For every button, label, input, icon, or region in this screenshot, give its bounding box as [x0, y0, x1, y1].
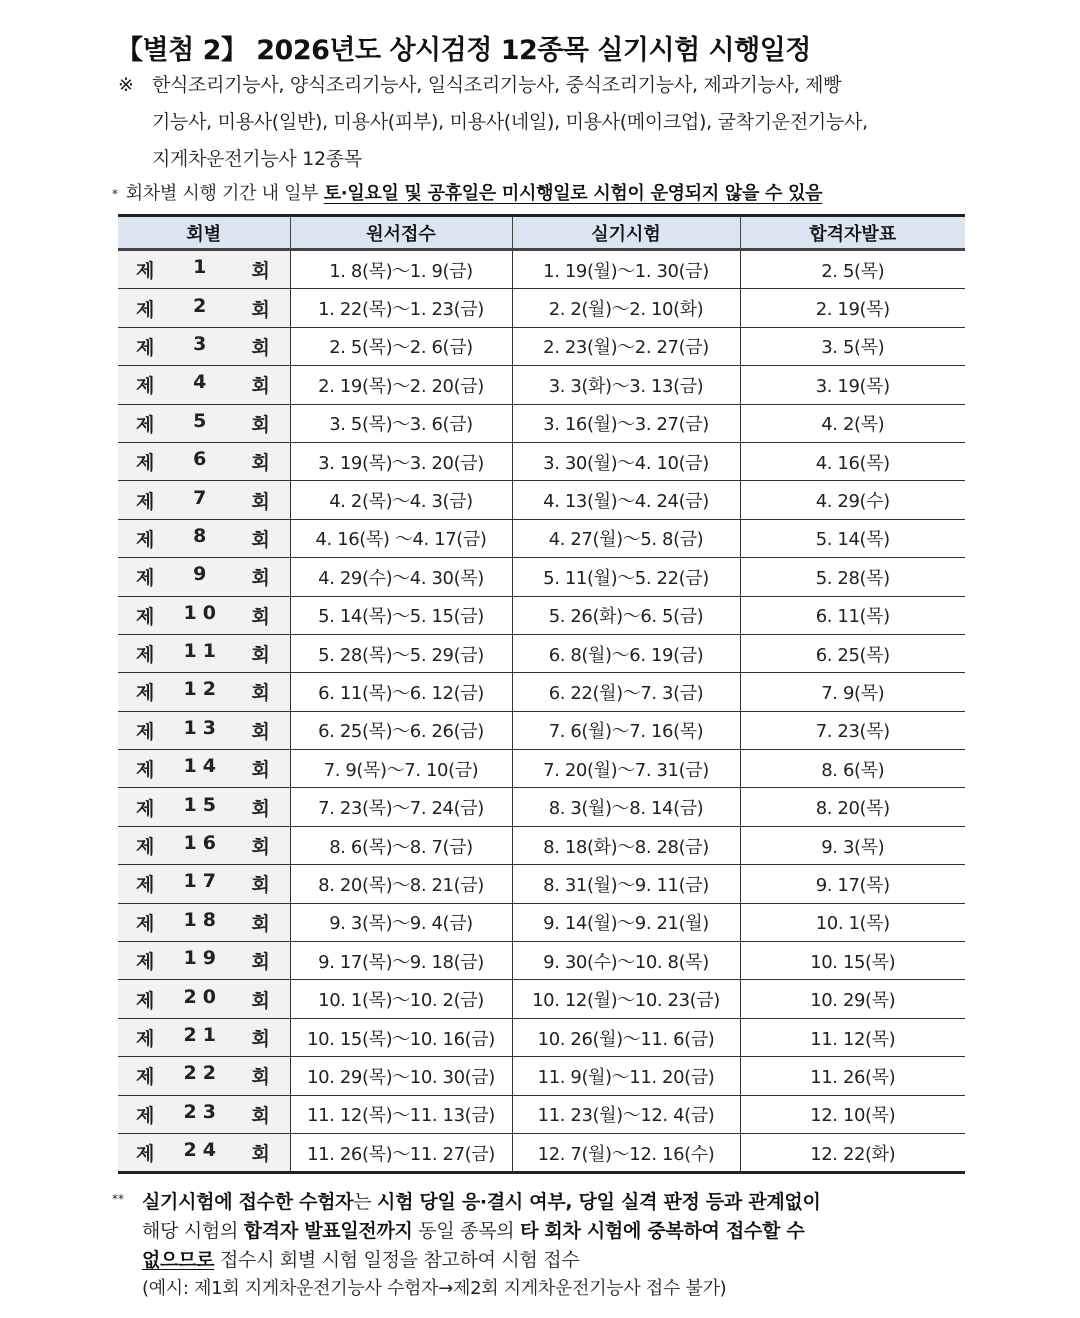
round-cell: 제 19 회 — [118, 942, 290, 980]
table-row — [118, 1133, 965, 1172]
table-row — [118, 1095, 965, 1133]
result-date-cell: 7. 23(목) — [740, 711, 965, 749]
application-period-cell: 10. 29(목)～10. 30(금) — [290, 1057, 512, 1095]
practical-exam-period-cell: 9. 14(월)～9. 21(월) — [512, 903, 740, 941]
round-cell: 제 7 회 — [118, 481, 290, 519]
round-number: 8 — [193, 524, 213, 547]
application-period-cell: 4. 2(목)～4. 3(금) — [290, 481, 512, 519]
round-cell: 제 16 회 — [118, 826, 290, 864]
application-period-cell: 11. 12(목)～11. 13(금) — [290, 1095, 512, 1133]
application-period-cell: 8. 20(목)～8. 21(금) — [290, 865, 512, 903]
round-number: 2 — [193, 294, 213, 317]
application-period-cell: 10. 15(목)～10. 16(금) — [290, 1018, 512, 1056]
application-period-cell: 3. 5(목)～3. 6(금) — [290, 404, 512, 442]
practical-exam-period-cell: 8. 18(화)～8. 28(금) — [512, 826, 740, 864]
round-number: 21 — [183, 1024, 222, 1046]
table-row — [118, 711, 965, 749]
result-date-cell: 7. 9(목) — [740, 673, 965, 711]
round-cell: 제 22 회 — [118, 1057, 290, 1095]
table-row — [118, 1057, 965, 1095]
result-date-cell: 4. 29(수) — [740, 481, 965, 519]
application-period-cell: 5. 14(목)～5. 15(금) — [290, 596, 512, 634]
round-cell: 제 2 회 — [118, 289, 290, 327]
round-cell: 제 10 회 — [118, 596, 290, 634]
document-title: 【별첨 2】 2026년도 상시검정 12종목 실기시험 시행일정 — [116, 35, 811, 66]
result-date-cell: 12. 22(화) — [740, 1133, 965, 1172]
round-number: 10 — [183, 601, 222, 624]
table-header-row — [118, 216, 965, 250]
application-period-cell: 1. 22(목)～1. 23(금) — [290, 289, 512, 327]
table-row — [118, 442, 965, 480]
round-number: 9 — [193, 563, 213, 586]
target-items-note-line-1: ※ 한식조리기능사, 양식조리기능사, 일식조리기능사, 중식조리기능사, 제과기능사, 제빵 — [118, 74, 842, 96]
application-period-cell: 6. 25(목)～6. 26(금) — [290, 711, 512, 749]
practical-exam-period-cell: 2. 2(월)～2. 10(화) — [512, 289, 740, 327]
round-cell: 제 23 회 — [118, 1095, 290, 1133]
application-period-cell: 2. 5(목)～2. 6(금) — [290, 327, 512, 365]
result-date-cell: 12. 10(목) — [740, 1095, 965, 1133]
reference-mark: ※ — [118, 74, 134, 96]
double-asterisk-mark: ** — [112, 1192, 124, 1206]
result-date-cell: 10. 29(목) — [740, 980, 965, 1018]
practical-exam-period-cell: 3. 16(월)～3. 27(금) — [512, 404, 740, 442]
round-number: 6 — [193, 448, 213, 471]
practical-exam-period-cell: 2. 23(월)～2. 27(금) — [512, 327, 740, 365]
practical-exam-period-cell: 5. 11(월)～5. 22(금) — [512, 558, 740, 596]
round-cell: 제 4 회 — [118, 366, 290, 404]
header-round: 회별 — [118, 216, 290, 250]
round-number: 22 — [183, 1062, 222, 1085]
round-number: 3 — [193, 332, 213, 355]
application-period-cell: 2. 19(목)～2. 20(금) — [290, 366, 512, 404]
application-period-cell: 4. 16(목) ～4. 17(금) — [290, 519, 512, 557]
practical-exam-period-cell: 3. 3(화)～3. 13(금) — [512, 366, 740, 404]
practical-exam-period-cell: 1. 19(월)～1. 30(금) — [512, 250, 740, 289]
round-number: 13 — [183, 716, 222, 739]
result-date-cell: 10. 15(목) — [740, 942, 965, 980]
practical-exam-period-cell: 7. 6(월)～7. 16(목) — [512, 711, 740, 749]
round-cell: 제 9 회 — [118, 558, 290, 596]
practical-exam-period-cell: 8. 3(월)～8. 14(금) — [512, 788, 740, 826]
table-row — [118, 1018, 965, 1056]
weekend-holiday-emphasis: 토·일요일 및 공휴일은 미시행일로 시험이 운영되지 않을 수 있음 — [323, 183, 823, 204]
application-period-cell: 5. 28(목)～5. 29(금) — [290, 634, 512, 672]
table-row — [118, 903, 965, 941]
practical-exam-period-cell: 5. 26(화)～6. 5(금) — [512, 596, 740, 634]
round-cell: 제 14 회 — [118, 750, 290, 788]
result-date-cell: 9. 17(목) — [740, 865, 965, 903]
round-cell: 제 3 회 — [118, 327, 290, 365]
table-row — [118, 289, 965, 327]
practical-exam-period-cell: 11. 23(월)～12. 4(금) — [512, 1095, 740, 1133]
application-period-cell: 8. 6(목)～8. 7(금) — [290, 826, 512, 864]
round-cell: 제 6 회 — [118, 442, 290, 480]
header-practical-exam: 실기시험 — [512, 216, 740, 250]
round-number: 1 — [193, 256, 213, 279]
practical-exam-period-cell: 3. 30(월)～4. 10(금) — [512, 442, 740, 480]
round-number: 20 — [183, 985, 222, 1008]
round-cell: 제 18 회 — [118, 903, 290, 941]
round-cell: 제 15 회 — [118, 788, 290, 826]
practical-exam-period-cell: 4. 13(월)～4. 24(금) — [512, 481, 740, 519]
asterisk-mark: * — [112, 187, 118, 201]
round-cell: 제 13 회 — [118, 711, 290, 749]
table-row — [118, 481, 965, 519]
round-number: 16 — [183, 832, 222, 855]
result-date-cell: 11. 12(목) — [740, 1018, 965, 1056]
table-row — [118, 250, 965, 289]
result-date-cell: 4. 16(목) — [740, 442, 965, 480]
result-date-cell: 2. 5(목) — [740, 250, 965, 289]
result-date-cell: 9. 3(목) — [740, 826, 965, 864]
result-date-cell: 4. 2(목) — [740, 404, 965, 442]
table-row — [118, 942, 965, 980]
header-application: 원서접수 — [290, 216, 512, 250]
result-date-cell: 6. 11(목) — [740, 596, 965, 634]
application-period-cell: 9. 3(목)～9. 4(금) — [290, 903, 512, 941]
table-row — [118, 673, 965, 711]
round-cell: 제 24 회 — [118, 1133, 290, 1172]
round-number: 11 — [183, 640, 222, 663]
footnote-line-1: 실기시험에 접수한 수험자는 시험 당일 응·결시 여부, 당일 실격 판정 등과 관계없이 — [142, 1191, 821, 1213]
header-result-announcement: 합격자발표 — [740, 216, 965, 250]
round-number: 19 — [183, 947, 222, 970]
table-row — [118, 826, 965, 864]
footnote-line-3: 없으므로 접수시 회별 시험 일정을 참고하여 시험 접수 — [142, 1249, 580, 1271]
weekend-holiday-note: * 회차별 시행 기간 내 일부 토·일요일 및 공휴일은 미시행일로 시험이 운영되지 않을 수 있음 — [112, 183, 823, 204]
round-number: 5 — [193, 409, 213, 432]
practical-exam-period-cell: 6. 8(월)～6. 19(금) — [512, 634, 740, 672]
round-cell: 제 12 회 — [118, 673, 290, 711]
result-date-cell: 3. 5(목) — [740, 327, 965, 365]
round-cell: 제 1 회 — [118, 250, 290, 289]
round-cell: 제 21 회 — [118, 1018, 290, 1056]
practical-exam-period-cell: 8. 31(월)～9. 11(금) — [512, 865, 740, 903]
result-date-cell: 6. 25(목) — [740, 634, 965, 672]
application-period-cell: 1. 8(목)～1. 9(금) — [290, 250, 512, 289]
table-row — [118, 634, 965, 672]
result-date-cell: 5. 28(목) — [740, 558, 965, 596]
round-number: 15 — [183, 793, 222, 816]
table-row — [118, 366, 965, 404]
round-number: 17 — [183, 870, 222, 893]
round-cell: 제 20 회 — [118, 980, 290, 1018]
table-row — [118, 327, 965, 365]
table-row — [118, 404, 965, 442]
result-date-cell: 8. 6(목) — [740, 750, 965, 788]
practical-exam-period-cell: 10. 26(월)～11. 6(금) — [512, 1018, 740, 1056]
target-items-note-line-3: 지게차운전기능사 12종목 — [152, 148, 362, 170]
table-row — [118, 788, 965, 826]
round-number: 14 — [183, 755, 222, 778]
table-row — [118, 558, 965, 596]
application-period-cell: 4. 29(수)～4. 30(목) — [290, 558, 512, 596]
practical-exam-period-cell: 6. 22(월)～7. 3(금) — [512, 673, 740, 711]
result-date-cell: 11. 26(목) — [740, 1057, 965, 1095]
exam-schedule-table — [118, 214, 965, 1174]
practical-exam-period-cell: 4. 27(월)～5. 8(금) — [512, 519, 740, 557]
application-period-cell: 9. 17(목)～9. 18(금) — [290, 942, 512, 980]
footnote-line-2: 해당 시험의 합격자 발표일전까지 동일 종목의 타 회차 시험에 중복하여 접수할 수 — [142, 1220, 805, 1242]
round-number: 4 — [193, 371, 213, 394]
result-date-cell: 10. 1(목) — [740, 903, 965, 941]
round-number: 7 — [193, 486, 213, 509]
practical-exam-period-cell: 7. 20(월)～7. 31(금) — [512, 750, 740, 788]
application-period-cell: 3. 19(목)～3. 20(금) — [290, 442, 512, 480]
practical-exam-period-cell: 12. 7(월)～12. 16(수) — [512, 1133, 740, 1172]
practical-exam-period-cell: 9. 30(수)～10. 8(목) — [512, 942, 740, 980]
application-period-cell: 6. 11(목)～6. 12(금) — [290, 673, 512, 711]
round-number: 12 — [183, 678, 222, 701]
application-period-cell: 7. 23(목)～7. 24(금) — [290, 788, 512, 826]
round-cell: 제 17 회 — [118, 865, 290, 903]
table-row — [118, 865, 965, 903]
round-cell: 제 11 회 — [118, 634, 290, 672]
application-period-cell: 11. 26(목)～11. 27(금) — [290, 1133, 512, 1172]
result-date-cell: 5. 14(목) — [740, 519, 965, 557]
application-period-cell: 10. 1(목)～10. 2(금) — [290, 980, 512, 1018]
round-number: 23 — [183, 1100, 222, 1123]
practical-exam-period-cell: 11. 9(월)～11. 20(금) — [512, 1057, 740, 1095]
footnote-example: (예시: 제1회 지게차운전기능사 수험자→제2회 지게차운전기능사 접수 불가) — [142, 1278, 727, 1299]
result-date-cell: 2. 19(목) — [740, 289, 965, 327]
round-number: 24 — [183, 1139, 222, 1162]
round-number: 18 — [183, 908, 222, 931]
application-period-cell: 7. 9(목)～7. 10(금) — [290, 750, 512, 788]
table-row — [118, 596, 965, 634]
result-date-cell: 8. 20(목) — [740, 788, 965, 826]
result-date-cell: 3. 19(목) — [740, 366, 965, 404]
table-row — [118, 519, 965, 557]
table-row — [118, 980, 965, 1018]
table-row — [118, 750, 965, 788]
practical-exam-period-cell: 10. 12(월)～10. 23(금) — [512, 980, 740, 1018]
round-cell: 제 8 회 — [118, 519, 290, 557]
round-cell: 제 5 회 — [118, 404, 290, 442]
target-items-note-line-2: 기능사, 미용사(일반), 미용사(피부), 미용사(네일), 미용사(메이크업), 굴착기운전기능사, — [152, 111, 868, 133]
